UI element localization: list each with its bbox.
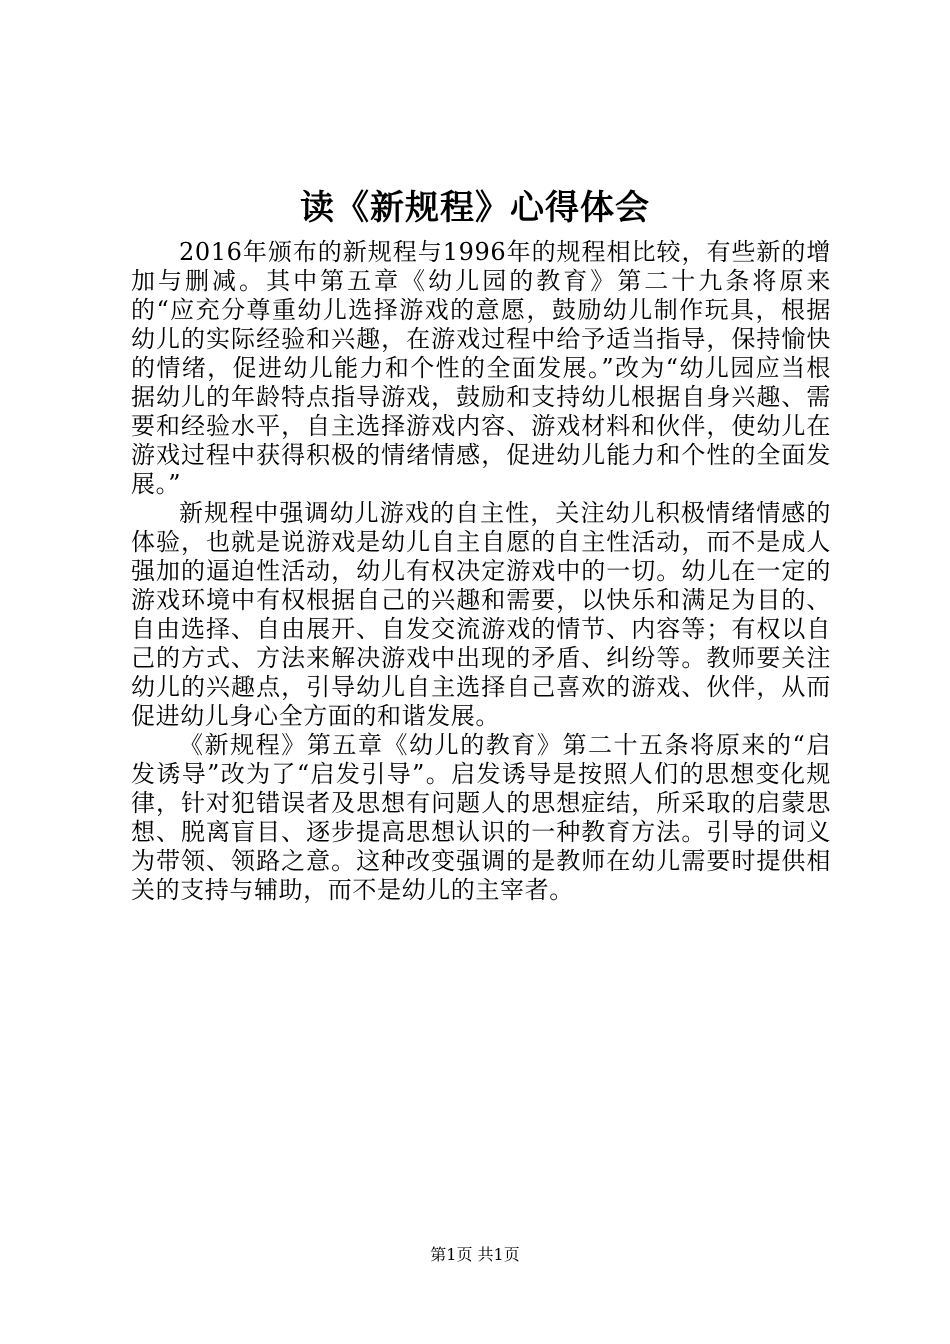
page-title: 读《新规程》心得体会 bbox=[300, 188, 650, 228]
document-body bbox=[131, 238, 831, 905]
paragraph-2: 新规程中强调幼儿游戏的自主性，关注幼儿积极情绪情感的体验，也就是说游戏是幼儿自主自愿的自主性活动，而不是成人强加的逼迫性活动，幼儿有权决定游戏中的一切。幼儿在一定的游戏环境中有权根据自己的兴趣和需要，以快乐和满足为目的、自由选择、自由展开、自发交流游戏的情节、内容等；有权以自己的方式、方法来解决游戏中出现的矛盾、纠纷等。教师要关注幼儿的兴趣点，引导幼儿自主选择自己喜欢的游戏、伙伴，从而促进幼儿身心全方面的和谐发展。 bbox=[131, 499, 831, 730]
paragraph-1: 2016年颁布的新规程与1996年的规程相比较，有些新的增加与删减。其中第五章《幼儿园的教育》第二十九条将原来的“应充分尊重幼儿选择游戏的意愿，鼓励幼儿制作玩具，根据幼儿的实际经验和兴趣，在游戏过程中给予适当指导，保持愉快的情绪，促进幼儿能力和个性的全面发展。”改为“幼儿园应当根据幼儿的年龄特点指导游戏，鼓励和支持幼儿根据自身兴趣、需要和经验水平，自主选择游戏内容、游戏材料和伙伴，使幼儿在游戏过程中获得积极的情绪情感，促进幼儿能力和个性的全面发展。” bbox=[131, 238, 831, 498]
page-footer: 第1页 共1页 bbox=[430, 1245, 520, 1264]
paragraph-3: 《新规程》第五章《幼儿的教育》第二十五条将原来的“启发诱导”改为了“启发引导”。启发诱导是按照人们的思想变化规律，针对犯错误者及思想有问题人的思想症结，所采取的启蒙思想、脱离盲目、逐步提高思想认识的一种教育方法。引导的词义为带领、领路之意。这种改变强调的是教师在幼儿需要时提供相关的支持与辅助，而不是幼儿的主宰者。 bbox=[131, 731, 831, 904]
